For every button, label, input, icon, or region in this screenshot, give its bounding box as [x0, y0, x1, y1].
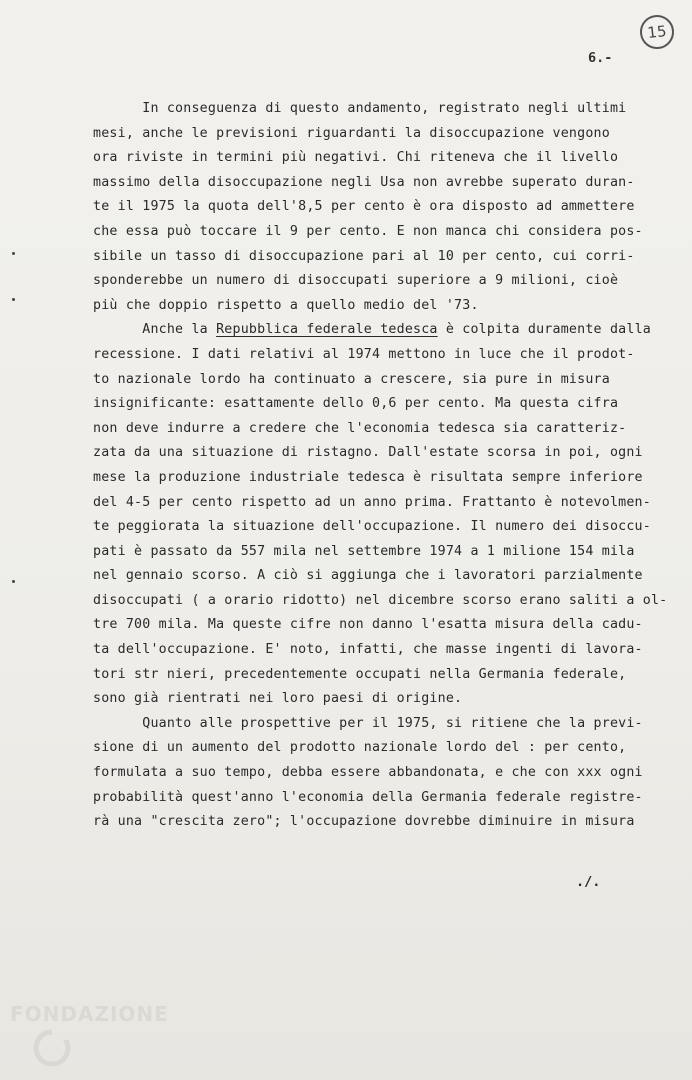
margin-mark	[12, 252, 15, 255]
text-line: te il 1975 la quota dell'8,5 per cento è ora disposto ad ammettere	[93, 199, 635, 215]
text-line: sono già rientrati nei loro paesi di origine.	[93, 691, 463, 707]
text-line: sponderebbe un numero di disoccupati superiore a 9 milioni, cioè	[93, 273, 619, 289]
text-line: tori str nieri, precedentemente occupati nella Germania federale,	[93, 666, 627, 682]
text-line: mese la produzione industriale tedesca è risultata sempre inferiore	[93, 469, 643, 485]
text-line: che essa può toccare il 9 per cento. E non manca chi considera pos-	[93, 223, 643, 239]
text-line: recessione. I dati relativi al 1974 mettono in luce che il prodot-	[93, 346, 635, 362]
continuation-mark: ./.	[576, 874, 601, 890]
text-line: non deve indurre a credere che l'economia tedesca sia caratteriz-	[93, 420, 627, 436]
page-number: 6.-	[588, 50, 613, 66]
text-line: più che doppio rispetto a quello medio del '73.	[93, 297, 479, 313]
text-line: ta dell'occupazione. E' noto, infatti, che masse ingenti di lavora-	[93, 642, 643, 658]
text-line: pati è passato da 557 mila nel settembre 1974 a 1 milione 154 mila	[93, 543, 635, 559]
text-line: del 4-5 per cento rispetto ad un anno prima. Frattanto è notevolmen-	[93, 494, 651, 510]
text-line: tre 700 mila. Ma queste cifre non danno l'esatta misura della cadu-	[93, 617, 643, 633]
folio-number: 15	[646, 22, 668, 42]
text-line: Quanto alle prospettive per il 1975, si ritiene che la previ-	[93, 715, 643, 731]
text-line: sione di un aumento del prodotto nazionale lordo del : per cento,	[93, 740, 627, 756]
text-line: nel gennaio scorso. A ciò si aggiunga che i lavoratori parzialmente	[93, 568, 643, 584]
text-line	[93, 318, 653, 343]
text-line: sibile un tasso di disoccupazione pari al 10 per cento, cui corri-	[93, 248, 635, 264]
margin-mark	[12, 298, 15, 301]
text-line: te peggiorata la situazione dell'occupazione. Il numero dei disoccu-	[93, 519, 651, 535]
text-line: disoccupati ( a orario ridotto) nel dicembre scorso erano saliti a ol-	[93, 592, 668, 608]
para2-suffix: è colpita duramente dalla	[437, 322, 651, 338]
para2-prefix: Anche la	[93, 322, 217, 338]
text-line: ora riviste in termini più negativi. Chi riteneva che il livello	[93, 150, 619, 166]
text-line: In conseguenza di questo andamento, registrato negli ultimi	[93, 101, 627, 116]
text-line: zata da una situazione di ristagno. Dall'estate scorsa in poi, ogni	[93, 445, 643, 461]
watermark-text: FONDAZIONE	[10, 1002, 169, 1026]
text-line: insignificante: esattamente dello 0,6 per cento. Ma questa cifra	[93, 396, 619, 412]
text-line: formulata a suo tempo, debba essere abbandonata, e che con xxx ogni	[93, 765, 643, 781]
text-line: rà una "crescita zero"; l'occupazione dovrebbe diminuire in misura	[93, 814, 635, 830]
archive-watermark	[4, 1002, 184, 1072]
body-text	[93, 97, 668, 835]
text-line: massimo della disoccupazione negli Usa non avrebbe superato duran-	[93, 174, 635, 190]
text-line: to nazionale lordo ha continuato a crescere, sia pure in misura	[93, 371, 610, 387]
margin-mark	[12, 580, 15, 583]
text-line: mesi, anche le previsioni riguardanti la disoccupazione vengono	[93, 125, 610, 141]
underlined-heading: Repubblica federale tedesca	[216, 322, 438, 338]
text-line: probabilità quest'anno l'economia della Germania federale registre-	[93, 789, 643, 805]
watermark-logo-icon	[32, 1028, 102, 1068]
folio-stamp	[638, 13, 675, 50]
